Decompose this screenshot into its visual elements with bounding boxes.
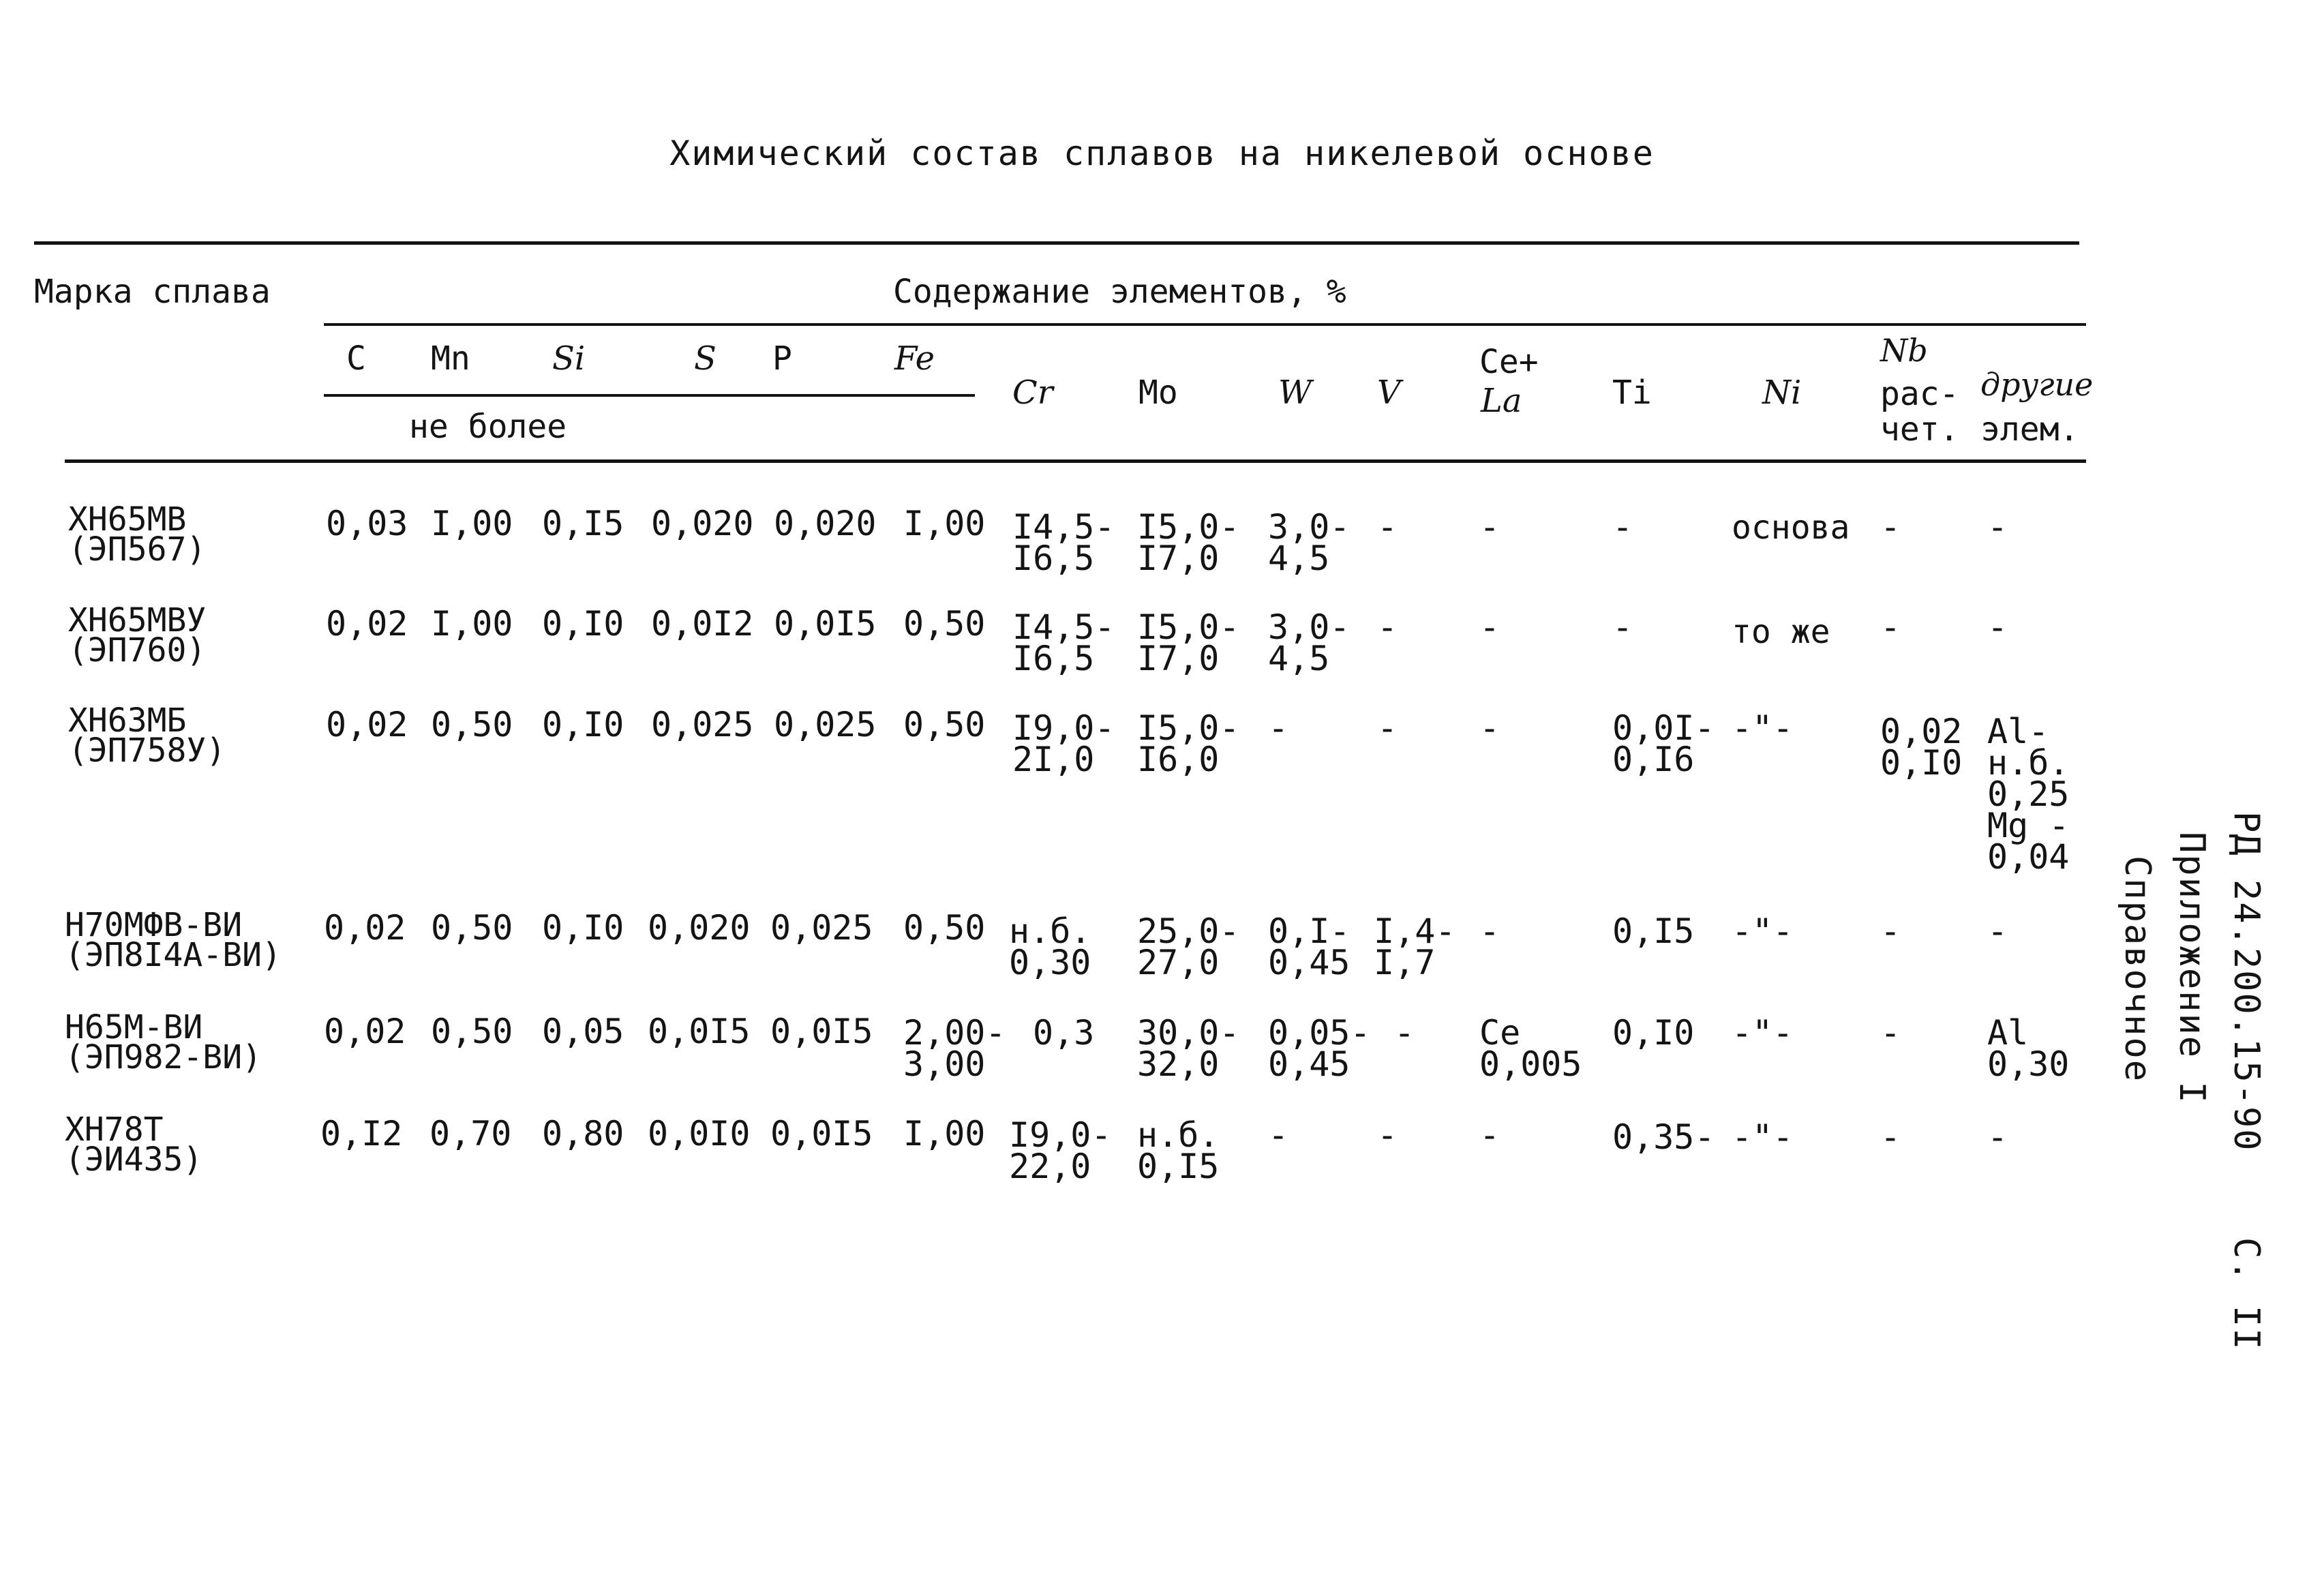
cell-cr: I4,5- I6,5 (1012, 507, 1115, 578)
cell-w: 0,05- 0,45 (1268, 1013, 1371, 1084)
cell-ce-la: - (1479, 708, 1500, 748)
cell-grade: ХН65МВ (ЭП567) (68, 500, 207, 569)
col-header-ce: Ce+ (1479, 343, 1539, 381)
cell-mo: I5,0- I6,0 (1137, 708, 1240, 779)
cell-other: - (1987, 911, 2008, 951)
cell-v: I,4- I,7 (1374, 911, 1456, 982)
cell-fe: I,00 (903, 1114, 986, 1153)
cell-s: 0,0I0 (648, 1114, 751, 1153)
cell-fe: 2,00- 3,00 (903, 1013, 1006, 1084)
cell-nb: - (1880, 1013, 1901, 1053)
col-header-other-elements: элем. (1980, 410, 2079, 449)
cell-cr: I9,0- 22,0 (1009, 1115, 1112, 1186)
cell-v: - (1377, 1115, 1398, 1155)
cell-grade: Н70МФВ-ВИ (ЭП8I4А-ВИ) (65, 906, 282, 974)
col-header-other: другие (1980, 366, 2094, 403)
cell-c: 0,02 (326, 705, 408, 744)
cell-s: 0,025 (651, 705, 754, 744)
cell-p: 0,0I5 (774, 604, 877, 644)
cell-ti: 0,I5 (1612, 911, 1695, 951)
cell-s: 0,020 (651, 504, 754, 543)
cell-grade: ХН63МБ (ЭП758У) (68, 701, 226, 770)
cell-ce-la: - (1479, 507, 1500, 547)
cell-p: 0,025 (770, 908, 873, 948)
cell-p: 0,020 (774, 504, 877, 543)
cell-fe: 0,50 (903, 908, 986, 948)
cell-fe: 0,50 (903, 604, 986, 644)
col-header-mo: Mo (1138, 374, 1178, 412)
cell-other: - (1987, 1117, 2008, 1157)
cell-w: - (1268, 708, 1289, 748)
col-header-cr: Cr (1012, 374, 1053, 412)
cell-ce-la: - (1479, 1115, 1500, 1155)
cell-si: 0,I5 (542, 504, 624, 543)
side-document-code: РД 24.200.15-90 (2226, 811, 2267, 1152)
side-appendix-label: Приложение I (2171, 832, 2212, 1104)
col-header-fe: Fe (894, 339, 935, 378)
cell-ce-la: Ce 0,005 (1479, 1013, 1582, 1084)
header-notmore-rule (324, 394, 975, 397)
cell-c: 0,02 (324, 1012, 406, 1051)
col-header-s: S (694, 339, 716, 378)
cell-nb: - (1880, 507, 1901, 547)
cell-mo: н.б. 0,I5 (1137, 1115, 1220, 1186)
cell-other: - (1987, 607, 2008, 647)
cell-v: - (1377, 708, 1398, 748)
cell-c: 0,02 (326, 604, 408, 644)
col-header-nb-calc-top: рас- (1880, 375, 1959, 413)
header-content: Содержание элементов, % (893, 273, 1346, 311)
cell-c: 0,03 (326, 504, 408, 543)
cell-ti: - (1612, 507, 1633, 547)
cell-w: 3,0- 4,5 (1268, 507, 1350, 578)
side-reference-label: Справочное (2117, 856, 2158, 1083)
cell-si: 0,I0 (542, 705, 624, 744)
side-page-number: С. II (2226, 1237, 2267, 1351)
cell-s: 0,0I5 (648, 1012, 751, 1051)
cell-p: 0,025 (774, 705, 877, 744)
cell-ce-la: - (1479, 607, 1500, 647)
cell-other: - (1987, 507, 2008, 547)
col-header-nb-calc-bottom: чет. (1880, 410, 1959, 449)
cell-nb: 0,02 0,I0 (1880, 712, 1963, 783)
cell-ti: 0,0I- 0,I6 (1612, 708, 1715, 779)
cell-mn: 0,50 (431, 908, 513, 948)
cell-mo: 30,0- 32,0 (1137, 1013, 1240, 1084)
col-header-v: V (1377, 374, 1401, 412)
cell-w: - (1268, 1115, 1289, 1155)
col-header-si: Si (552, 339, 586, 378)
cell-ni: основа (1732, 509, 1850, 547)
cell-s: 0,020 (648, 908, 751, 948)
col-header-ni: Ni (1762, 374, 1802, 412)
header-content-rule (324, 323, 2086, 326)
cell-c: 0,I2 (320, 1114, 403, 1153)
cell-si: 0,I0 (542, 908, 624, 948)
cell-mn: I,00 (431, 604, 513, 644)
cell-mo: I5,0- I7,0 (1137, 507, 1240, 578)
col-header-p: P (772, 339, 792, 378)
cell-ni: -"- (1732, 708, 1794, 748)
cell-ce-la: - (1479, 911, 1500, 951)
cell-w: 3,0- 4,5 (1268, 607, 1350, 678)
cell-ni: -"- (1732, 1013, 1794, 1053)
cell-w: 0,I- 0,45 (1268, 911, 1350, 982)
cell-fe: I,00 (903, 504, 986, 543)
cell-p: 0,0I5 (770, 1012, 873, 1051)
col-header-mn: Mn (431, 339, 470, 378)
cell-nb: - (1880, 911, 1901, 951)
cell-si: 0,I0 (542, 604, 624, 644)
cell-p: 0,0I5 (770, 1114, 873, 1153)
col-header-nb: Nb (1880, 332, 1928, 369)
cell-nb: - (1880, 607, 1901, 647)
cell-cr: 0,3 (1033, 1013, 1095, 1053)
cell-ni: то же (1732, 613, 1830, 651)
header-bottom-rule (65, 459, 2086, 463)
cell-cr: I4,5- I6,5 (1012, 607, 1115, 678)
table-top-rule (34, 241, 2079, 245)
cell-fe: 0,50 (903, 705, 986, 744)
cell-cr: н.б. 0,30 (1009, 911, 1091, 982)
cell-si: 0,05 (542, 1012, 624, 1051)
cell-mo: I5,0- I7,0 (1137, 607, 1240, 678)
cell-c: 0,02 (324, 908, 406, 948)
col-header-la: La (1481, 382, 1522, 420)
header-grade: Марка сплава (34, 273, 271, 311)
document-title: Химический состав сплавов на никелевой основе (669, 134, 1655, 173)
header-not-more: не более (409, 408, 567, 446)
cell-mn: 0,50 (431, 1012, 513, 1051)
cell-ti: 0,I0 (1612, 1013, 1695, 1053)
cell-other: Al 0,30 (1987, 1013, 2070, 1084)
cell-ni: -"- (1732, 1117, 1794, 1157)
cell-v: - (1377, 607, 1398, 647)
cell-grade: Н65М-ВИ (ЭП982-ВИ) (65, 1008, 262, 1076)
cell-grade: ХН65МВУ (ЭП760) (68, 601, 207, 669)
cell-mn: I,00 (431, 504, 513, 543)
cell-ti: - (1612, 607, 1633, 647)
cell-v: - (1394, 1013, 1415, 1053)
cell-si: 0,80 (542, 1114, 624, 1153)
cell-cr: I9,0- 2I,0 (1012, 708, 1115, 779)
cell-mn: 0,70 (429, 1114, 512, 1153)
cell-v: - (1377, 507, 1398, 547)
col-header-ti: Ti (1612, 374, 1652, 412)
col-header-c: C (346, 339, 366, 378)
cell-mo: 25,0- 27,0 (1137, 911, 1240, 982)
col-header-w: W (1278, 374, 1312, 412)
cell-s: 0,0I2 (651, 604, 754, 644)
cell-other: Al- н.б. 0,25 Mg - 0,04 (1987, 712, 2070, 877)
cell-grade: ХН78Т (ЭИ435) (65, 1111, 203, 1179)
cell-nb: - (1880, 1117, 1901, 1157)
cell-mn: 0,50 (431, 705, 513, 744)
cell-ti: 0,35- (1612, 1117, 1715, 1157)
cell-ni: -"- (1732, 911, 1794, 951)
